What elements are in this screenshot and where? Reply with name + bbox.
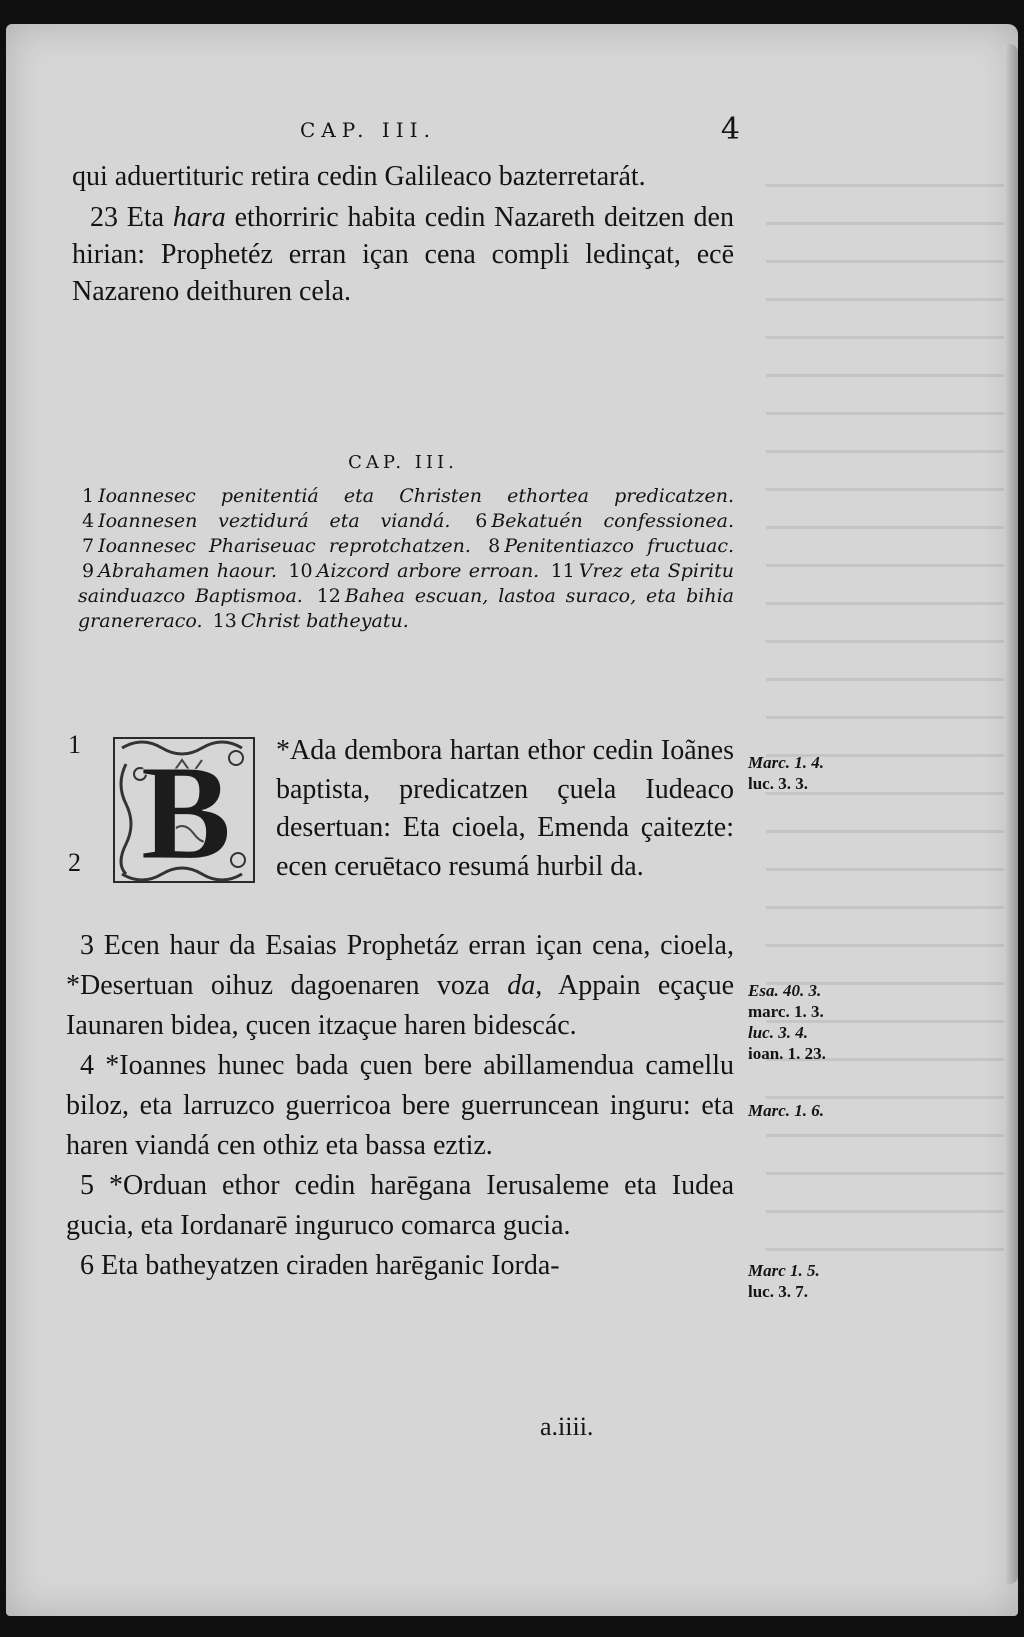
verse-4: 4 *Ioannes hunec bada çuen bere abillamendua camellu biloz, eta larruzco guerricoa bere guerruncean inguru: eta haren viandá cen othiz eta bassa eztiz. xyxy=(66,1050,734,1161)
decorated-initial xyxy=(112,734,260,886)
verse-number-2: 2 xyxy=(68,848,81,877)
running-title: CAP. III. xyxy=(300,118,436,142)
margin-note-2: Esa. 40. 3. marc. 1. 3. luc. 3. 4. ioan. 1. 23. xyxy=(748,981,826,1063)
margin-note-4: Marc 1. 5. luc. 3. 7. xyxy=(748,1261,820,1301)
chapter-summary: 1 Ioannesec penitentiá eta Christen ethortea predicatzen. 4 Ioannesen veztidurá eta viandá. 6 Bekatuén confessionea. 7 Ioannesec Phariseuac reprotchatzen. 8 Penitentiazco fructuac. 9 Abrahamen haour. 10 Aizcord arbore erroan. 11 Vrez eta Spiritu sainduazco Baptismoa. 12 Bahea escuan, lastoa suraco, eta bihia granereraco. 13 Christ batheyatu. xyxy=(78,485,735,632)
running-header xyxy=(300,112,740,147)
verse-2-text: Eta cioela, Emenda çaitezte: ecen ceruētaco resumá hurbil da. xyxy=(276,812,734,882)
margin-note-3: Marc. 1. 6. xyxy=(748,1101,825,1120)
margin-note-1: Marc. 1. 4. luc. 3. 3. xyxy=(748,753,825,793)
verse-1-text: *Ada dembora hartan ethor cedin Ioãnes baptista, predicatzen çuela Iudeaco desertuan: xyxy=(276,735,734,843)
verses-1-2 xyxy=(276,732,734,886)
chapter-title: CAP. III. xyxy=(348,452,458,473)
verse-5: 5 *Orduan ethor cedin harēgana Ierusaleme eta Iudea gucia, eta Iordanarē inguruco comarca gucia. xyxy=(66,1170,734,1241)
verse-6: 6 Eta batheyatzen ciraden harēganic Iorda- xyxy=(80,1250,560,1281)
page-number: 4 xyxy=(720,112,740,147)
verse-number-1: 1 xyxy=(68,730,81,759)
continuation-paragraph: qui aduertituric retira cedin Galileaco bazterretarát. xyxy=(72,161,646,192)
verses-3-6 xyxy=(66,926,734,1286)
opening-text xyxy=(72,158,734,314)
initial-letter: B xyxy=(140,738,232,886)
verse-3: 3 Ecen haur da Esaias Prophetáz erran içan cena, cioela, *Desertuan oihuz dagoenaren voza da, Appain eçaçue Iaunaren bidea, çucen itzaçue haren bidescác. xyxy=(66,930,734,1041)
verse-23: 23 Eta hara ethorriric habita cedin Nazareth deitzen den hirian: Prophetéz erran içan cena compli ledinçat, ecē Nazareno deithuren cela. xyxy=(72,202,734,307)
signature-mark: a.iiii. xyxy=(540,1412,594,1441)
